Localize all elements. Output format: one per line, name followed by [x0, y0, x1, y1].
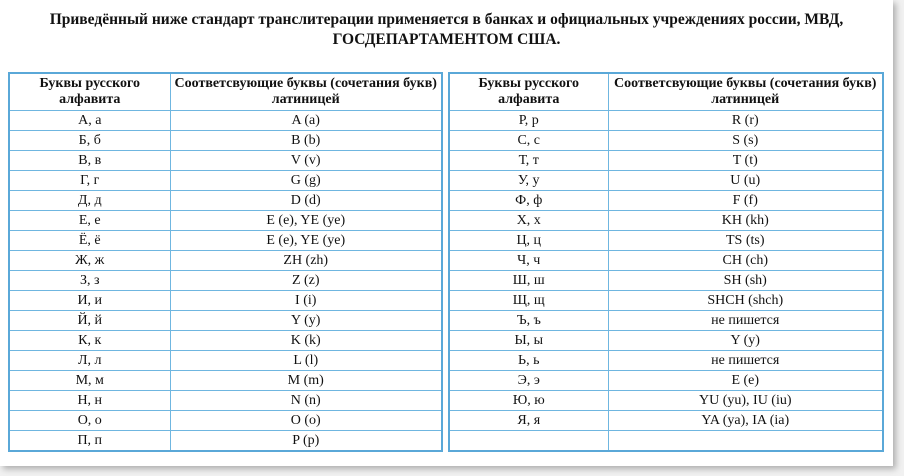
latin-letter-cell: TS (ts): [608, 231, 883, 251]
table-row: [449, 171, 883, 191]
russian-letter-cell: М, м: [9, 371, 170, 391]
latin-letter-cell: CH (ch): [608, 251, 883, 271]
latin-letter-cell: V (v): [170, 151, 442, 171]
russian-letter-cell: Г, г: [9, 171, 170, 191]
russian-letter-cell: П, п: [9, 431, 170, 452]
russian-letter-cell: А, а: [9, 111, 170, 131]
latin-letter-cell: T (t): [608, 151, 883, 171]
russian-letter-cell: Ё, ё: [9, 231, 170, 251]
table-row: [449, 431, 883, 452]
russian-letter-cell: Я, я: [449, 411, 608, 431]
header-russian-letters: Буквы русского алфавита: [449, 73, 608, 111]
heading-line-1: Приведённый ниже стандарт транслитерации применяется в банках и официальных учреждениях россии, МВД,: [49, 11, 844, 28]
header-russian-letters: Буквы русского алфавита: [9, 73, 170, 111]
latin-letter-cell: G (g): [170, 171, 442, 191]
latin-letter-cell: E (e), YE (ye): [170, 231, 442, 251]
russian-letter-cell: Л, л: [9, 351, 170, 371]
table-row: [9, 171, 442, 191]
table-row: [449, 131, 883, 151]
table-row: [9, 131, 442, 151]
header-latin-letters: Соответсвующие буквы (сочетания букв) латиницей: [608, 73, 883, 111]
table-row: [449, 371, 883, 391]
table-row: [9, 371, 442, 391]
transliteration-table-right: [448, 72, 884, 452]
table-row: [9, 271, 442, 291]
russian-letter-cell: Х, х: [449, 211, 608, 231]
table-row: [9, 311, 442, 331]
table-row: [9, 211, 442, 231]
latin-letter-cell: R (r): [608, 111, 883, 131]
latin-letter-cell: L (l): [170, 351, 442, 371]
table-row: [9, 151, 442, 171]
transliteration-table-left: [8, 72, 443, 452]
table-row: [9, 411, 442, 431]
latin-letter-cell: Y (y): [170, 311, 442, 331]
table-row: [449, 391, 883, 411]
table-row: [9, 331, 442, 351]
latin-letter-cell: D (d): [170, 191, 442, 211]
latin-letter-cell: A (a): [170, 111, 442, 131]
header-latin-letters: Соответсвующие буквы (сочетания букв) латиницей: [170, 73, 442, 111]
table-row: [9, 191, 442, 211]
russian-letter-cell: Ф, ф: [449, 191, 608, 211]
latin-letter-cell: E (e), YE (ye): [170, 211, 442, 231]
russian-letter-cell: Щ, щ: [449, 291, 608, 311]
latin-letter-cell: U (u): [608, 171, 883, 191]
russian-letter-cell: И, и: [9, 291, 170, 311]
latin-letter-cell: [608, 431, 883, 452]
latin-letter-cell: I (i): [170, 291, 442, 311]
latin-letter-cell: B (b): [170, 131, 442, 151]
russian-letter-cell: Э, э: [449, 371, 608, 391]
latin-letter-cell: SH (sh): [608, 271, 883, 291]
table-row: [449, 411, 883, 431]
russian-letter-cell: Ю, ю: [449, 391, 608, 411]
table-row: [449, 331, 883, 351]
russian-letter-cell: Ч, ч: [449, 251, 608, 271]
russian-letter-cell: Н, н: [9, 391, 170, 411]
russian-letter-cell: У, у: [449, 171, 608, 191]
russian-letter-cell: Ы, ы: [449, 331, 608, 351]
table-row: [9, 431, 442, 452]
russian-letter-cell: Ц, ц: [449, 231, 608, 251]
russian-letter-cell: [449, 431, 608, 452]
latin-letter-cell: не пишется: [608, 311, 883, 331]
table-row: [449, 251, 883, 271]
latin-letter-cell: N (n): [170, 391, 442, 411]
russian-letter-cell: Ь, ь: [449, 351, 608, 371]
latin-letter-cell: M (m): [170, 371, 442, 391]
latin-letter-cell: F (f): [608, 191, 883, 211]
russian-letter-cell: Е, е: [9, 211, 170, 231]
russian-letter-cell: Ж, ж: [9, 251, 170, 271]
table-header-row: [449, 73, 883, 111]
latin-letter-cell: P (p): [170, 431, 442, 452]
russian-letter-cell: В, в: [9, 151, 170, 171]
document-heading: [20, 10, 873, 50]
table-row: [449, 271, 883, 291]
latin-letter-cell: Z (z): [170, 271, 442, 291]
table-row: [449, 231, 883, 251]
table-row: [449, 311, 883, 331]
latin-letter-cell: не пишется: [608, 351, 883, 371]
table-row: [9, 251, 442, 271]
latin-letter-cell: SHCH (shch): [608, 291, 883, 311]
table-row: [449, 191, 883, 211]
latin-letter-cell: E (e): [608, 371, 883, 391]
latin-letter-cell: ZH (zh): [170, 251, 442, 271]
heading-line-2: ГОСДЕПАРТАМЕНТОМ США.: [332, 31, 561, 48]
latin-letter-cell: YA (ya), IA (ia): [608, 411, 883, 431]
russian-letter-cell: С, с: [449, 131, 608, 151]
table-row: [449, 151, 883, 171]
table-row: [9, 391, 442, 411]
russian-letter-cell: Й, й: [9, 311, 170, 331]
latin-letter-cell: K (k): [170, 331, 442, 351]
table-row: [9, 351, 442, 371]
russian-letter-cell: Ш, ш: [449, 271, 608, 291]
russian-letter-cell: Т, т: [449, 151, 608, 171]
russian-letter-cell: Ъ, ъ: [449, 311, 608, 331]
table-row: [449, 111, 883, 131]
table-row: [449, 291, 883, 311]
table-row: [9, 231, 442, 251]
table-row: [449, 351, 883, 371]
russian-letter-cell: Р, р: [449, 111, 608, 131]
table-header-row: [9, 73, 442, 111]
table-row: [449, 211, 883, 231]
russian-letter-cell: К, к: [9, 331, 170, 351]
latin-letter-cell: YU (yu), IU (iu): [608, 391, 883, 411]
table-row: [9, 291, 442, 311]
latin-letter-cell: KH (kh): [608, 211, 883, 231]
russian-letter-cell: З, з: [9, 271, 170, 291]
latin-letter-cell: Y (y): [608, 331, 883, 351]
russian-letter-cell: Д, д: [9, 191, 170, 211]
russian-letter-cell: Б, б: [9, 131, 170, 151]
table-row: [9, 111, 442, 131]
latin-letter-cell: S (s): [608, 131, 883, 151]
latin-letter-cell: O (o): [170, 411, 442, 431]
russian-letter-cell: О, о: [9, 411, 170, 431]
